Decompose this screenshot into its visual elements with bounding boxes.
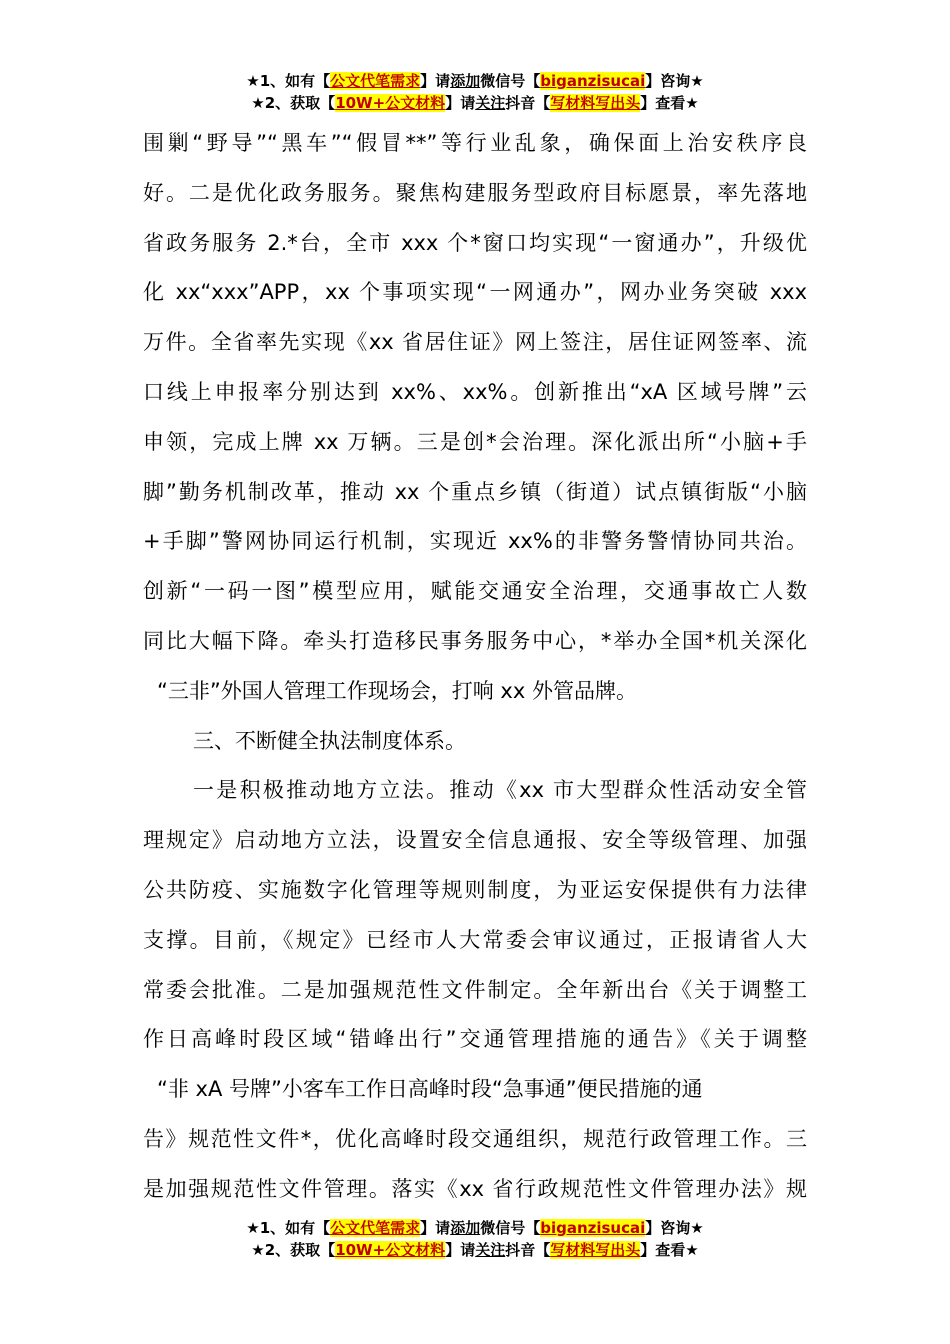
body-line: +手脚”警网协同运行机制，实现近 xx%的非警务警情协同共治。: [143, 529, 807, 554]
highlight-materials: 10W+公文材料: [335, 94, 446, 112]
banner-line-2: ★2、获取【10W+公文材料】请关注抖音【写材料写出头】查看★: [251, 1241, 699, 1259]
body-line: 支撑。目前，《规定》已经市人大常委会审议通过，正报请省人大: [143, 927, 807, 952]
document-body: [143, 119, 807, 1215]
body-line: 一是积极推动地方立法。推动《xx 市大型群众性活动安全管: [193, 778, 807, 803]
body-line: “三非”外国人管理工作现场会，打响 xx 外管品牌。: [157, 678, 637, 703]
footer-banner: [0, 1217, 950, 1261]
highlight-douyin: 写材料写出头: [550, 1241, 641, 1259]
body-line: 化 xx“xxx”APP，xx 个事项实现“一网通办”，网办业务突破 xxx: [143, 280, 807, 305]
body-line: 围剿“野导”“黑车”“假冒**”等行业乱象，确保面上治安秩序良: [143, 131, 807, 155]
body-line: 省政务服务 2.*台，全市 xxx 个*窗口均实现“一窗通办”，升级优: [143, 230, 807, 255]
highlight-service: 公文代笔需求: [330, 72, 421, 90]
body-line: 理规定》启动地方立法，设置安全信息通报、安全等级管理、加强: [143, 828, 807, 853]
header-banner: [0, 70, 950, 114]
banner-line-1: ★1、如有【公文代笔需求】请添加微信号【biganzisucai】咨询★: [246, 72, 704, 90]
section-heading: 三、不断健全执法制度体系。: [193, 728, 466, 753]
banner-line-2: ★2、获取【10W+公文材料】请关注抖音【写材料写出头】查看★: [251, 94, 699, 112]
highlight-douyin: 写材料写出头: [550, 94, 641, 112]
body-line: “非 xA 号牌”小客车工作日高峰时段“急事通”便民措施的通: [157, 1077, 703, 1102]
highlight-materials: 10W+公文材料: [335, 1241, 446, 1259]
body-line: 好。二是优化政务服务。聚焦构建服务型政府目标愿景，率先落地: [143, 180, 807, 205]
body-line: 同比大幅下降。牵头打造移民事务服务中心，*举办全国*机关深化: [143, 628, 807, 653]
body-line: 公共防疫、实施数字化管理等规则制度，为亚运安保提供有力法律: [143, 877, 807, 902]
body-line: 告》规范性文件*，优化高峰时段交通组织，规范行政管理工作。三: [143, 1126, 807, 1151]
highlight-wechat-id: biganzisucai: [540, 72, 646, 90]
body-line: 万件。全省率先实现《xx 省居住证》网上签注，居住证网签率、流: [143, 330, 807, 355]
banner-line-1: ★1、如有【公文代笔需求】请添加微信号【biganzisucai】咨询★: [246, 1219, 704, 1237]
body-line: 创新“一码一图”模型应用，赋能交通安全治理，交通事故亡人数: [143, 579, 807, 604]
highlight-wechat-id: biganzisucai: [540, 1219, 646, 1237]
body-line: 作日高峰时段区域“错峰出行”交通管理措施的通告》《关于调整: [143, 1027, 807, 1052]
body-line: 口线上申报率分别达到 xx%、xx%。创新推出“xA 区域号牌”云: [143, 379, 807, 404]
body-line: 常委会批准。二是加强规范性文件制定。全年新出台《关于调整工: [143, 977, 807, 1002]
body-line: 申领，完成上牌 xx 万辆。三是创*会治理。深化派出所“小脑+手: [143, 429, 807, 454]
highlight-service: 公文代笔需求: [330, 1219, 421, 1237]
body-line: 是加强规范性文件管理。落实《xx 省行政规范性文件管理办法》规: [143, 1176, 807, 1201]
body-line: 脚”勤务机制改革，推动 xx 个重点乡镇（街道）试点镇街版“小脑: [143, 479, 807, 504]
